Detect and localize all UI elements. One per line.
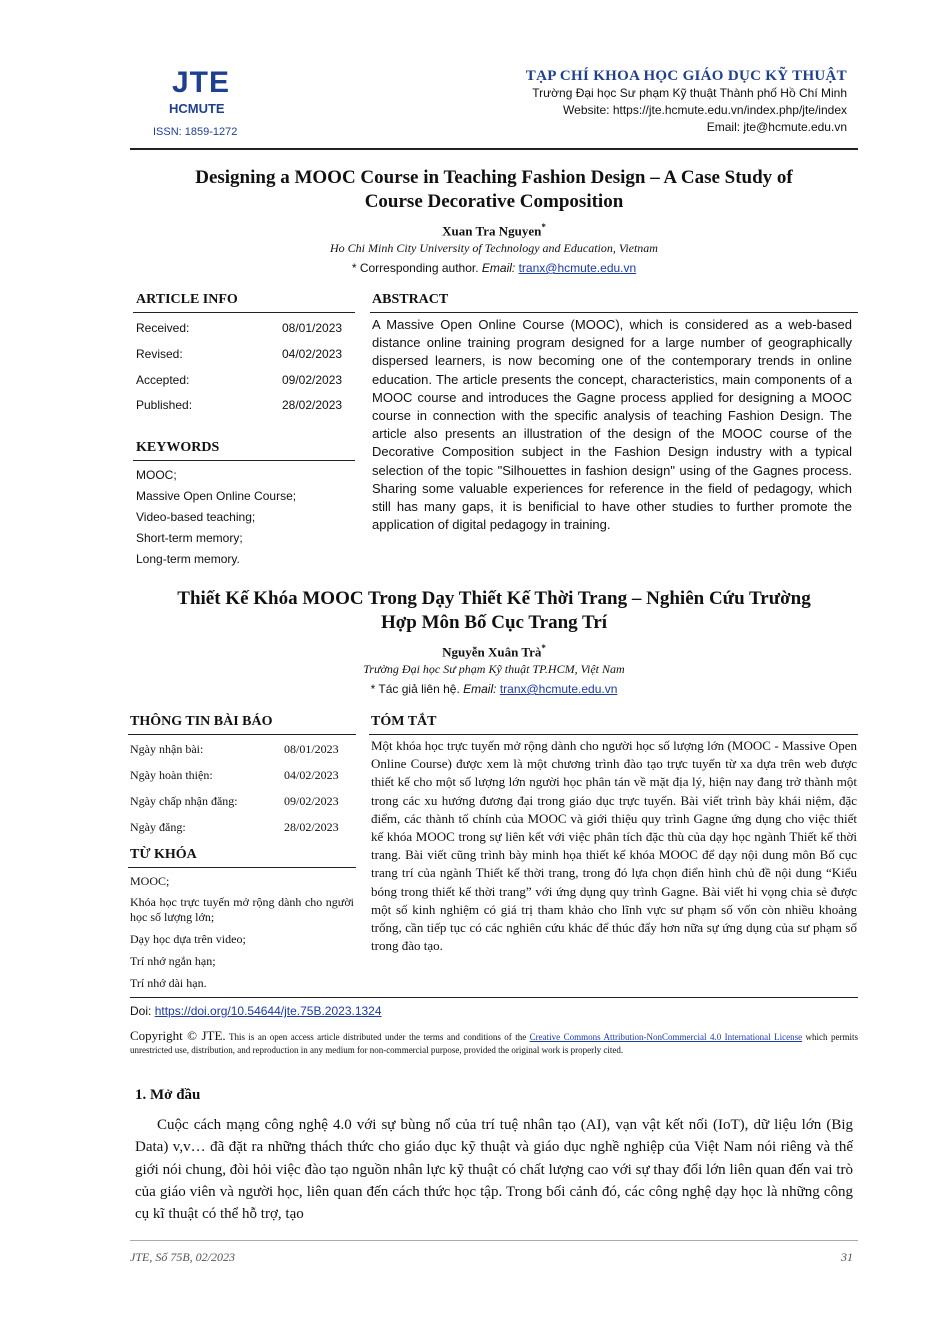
copyright-lead: Copyright © JTE. [130,1028,226,1043]
vi-info-heading: THÔNG TIN BÀI BÁO [130,714,273,729]
keyword-item: MOOC; [136,468,177,482]
copyright-text-end: which permits unrestricted use, distribution, and reproduction in any medium for non-commercial purpose, provided the original work is properly cited. [130,1032,858,1055]
keyword-item: Long-term memory. [136,552,240,566]
vi-published-date: 28/02/2023 [284,820,339,834]
corr-email-label: Email: [463,682,500,696]
accepted-label: Accepted: [136,373,190,387]
keyword-item: Short-term memory; [136,531,243,545]
vietnamese-title [130,587,858,635]
keyword-item: Video-based teaching; [136,510,256,524]
keyword-item: Massive Open Online Course; [136,489,297,503]
website-line [563,103,847,117]
vi-accepted-label: Ngày chấp nhận đăng: [130,794,238,808]
vi-accepted-date: 09/02/2023 [284,794,339,808]
corr-email-link[interactable]: tranx@hcmute.edu.vn [499,682,618,696]
author-name: Nguyễn Xuân Trà [442,644,542,660]
revised-label: Revised: [136,347,183,361]
website-label: Website: [563,103,613,117]
vietnamese-affiliation: Trường Đại học Sư phạm Kỹ thuật TP.HCM, Việt Nam [363,662,625,676]
footer-issue: JTE, Số 75B, 02/2023 [130,1250,235,1264]
keywords-divider [133,460,355,461]
english-title [130,166,858,214]
doi-link[interactable]: https://doi.org/10.54644/jte.75B.2023.1324 [154,1004,382,1018]
accepted-date: 09/02/2023 [282,373,343,387]
english-title-line1: Designing a MOOC Course in Teaching Fashion Design – A Case Study of [195,167,793,188]
copyright-text: This is an open access article distributed under the terms and conditions of the [225,1032,530,1042]
vi-info-divider [128,734,356,735]
header-divider [130,148,858,150]
vi-keywords-heading: TỪ KHÓA [130,847,197,862]
corr-email-label: Email: [481,261,519,275]
corr-prefix: * Tác giả liên hệ. [370,682,464,696]
issn: ISSN: 1859-1272 [153,126,238,138]
doi-divider [130,997,858,998]
vi-received-date: 08/01/2023 [284,742,339,756]
author-mark: * [541,222,546,232]
article-info-divider [133,312,355,313]
email-link[interactable]: jte@hcmute.edu.vn [743,120,847,134]
university-name: Trường Đại học Sư phạm Kỹ thuật Thành phố Hồ Chí Minh [532,86,847,100]
published-date: 28/02/2023 [282,398,343,412]
english-title-line2: Course Decorative Composition [364,191,624,212]
journal-logo: JTE [172,66,231,99]
received-date: 08/01/2023 [282,321,343,335]
abstract-heading: ABSTRACT [372,292,449,307]
vi-received-label: Ngày nhận bài: [130,742,204,756]
email-line [707,120,847,134]
author-name: Xuan Tra Nguyen [442,223,542,239]
section-heading-intro: 1. Mở đầu [135,1087,201,1103]
email-label: Email: [706,120,744,134]
keywords-heading: KEYWORDS [136,440,220,455]
website-link[interactable]: https://jte.hcmute.edu.vn/index.php/jte/index [612,103,847,117]
vi-revised-label: Ngày hoàn thiện: [130,768,213,782]
keyword-item: Trí nhớ dài hạn. [130,976,207,990]
license-link[interactable]: Creative Commons Attribution-NonCommercial 4.0 International License [529,1032,803,1042]
vi-published-label: Ngày đăng: [130,820,186,834]
vietnamese-title-line1: Thiết Kế Khóa MOOC Trong Dạy Thiết Kế Thời Trang – Nghiên Cứu Trường [177,588,811,609]
vietnamese-title-line2: Hợp Môn Bố Cục Trang Trí [380,612,608,633]
footer-divider [130,1240,858,1241]
doi-label: Doi: [130,1004,155,1018]
received-label: Received: [136,321,190,335]
vietnamese-author [130,643,858,660]
author-mark: * [541,643,546,653]
journal-name: TẠP CHÍ KHOA HỌC GIÁO DỤC KỸ THUẬT [525,68,847,84]
english-abstract: A Massive Open Online Course (MOOC), which is considered as a web-based distance online training program designed for a large number of geographically dispersed learners, is now becoming one of the contemporary trends in online education. The article presents the concept, characteristics, main components of a MOOC course and introduces the Gagne process applied for designing a MOOC course in connection with the specific analysis of teaching Fashion Design. The article also presents an illustration of the design of the MOOC course of the Decorative Composition subject in the Fashion Design industry with a typical selection of the topic "Silhouettes in fashion design" using of the Gagnes process. Sharing some valuable experiences for reference in the field of pedagogy, which still has many gaps, it is benificial to have other studies to further promote the application of digital pedagogy in training. [372,317,852,533]
doi-line [130,1004,382,1018]
vi-keywords-divider [128,867,356,868]
article-info-heading: ARTICLE INFO [136,292,238,307]
journal-logo-subtitle: HCMUTE [169,101,225,116]
keyword-item: Khóa học trực tuyến mở rộng dành cho người học số lượng lớn; [130,895,354,924]
intro-paragraph: Cuộc cách mạng công nghệ 4.0 với sự bùng nổ của trí tuệ nhân tạo (AI), vạn vật kết nối (IoT), dữ liệu lớn (Big Data) v,v… đã đặt ra những thách thức cho giáo dục kỹ thuật và giáo dục nghề nghiệp của Việt Nam nói riêng và thế giới nói chung, đòi hỏi việc đào tạo nguồn nhân lực kỹ thuật có chất lượng cao với sự thay đổi lớn liên quan đến vai trò của giáo viên và người học, liên quan đến cách thức học tập. Trong bối cảnh đó, các công nghệ dạy học là những công cụ kĩ thuật có thể hỗ trợ, tạo [135,1117,853,1223]
vietnamese-abstract: Một khóa học trực tuyến mở rộng dành cho người học số lượng lớn (MOOC - Massive Open Online Course) được xem là một chương trình đào tạo trực tuyến từ xa dựa trên web được thiết kế cho một số lượng lớn người học phân tán về mặt địa lý, hiện nay đang trở thành một trong các xu hướng đương đại trong giáo dục trực tuyến. Bài viết trình bày khái niệm, đặc điểm, các thành tố chính của MOOC và giới thiệu quy trình Gagne ứng dụng cho việc thiết kế khóa MOOC trong sự liên kết với việc phân tích đặc thù của dạy học ngành Thiết kế thời trang. Bài viết cũng trình bày minh họa thiết kế khóa MOOC để dạy nội dung môn Bố cục trang trí của ngành Thiết kế thời trang, trong đó lựa chọn điển hình chủ đề nội dung “Kiểu bóng trong thiết kế thời trang” với ứng dụng quy trình Gagne. Bài viết hi vọng chia sẻ được một số kinh nghiệm có giá trị tham khảo cho lĩnh vực sư phạm số vốn còn nhiều khoảng trống, cần tiếp tục có các nghiên cứu khác để thúc đẩy hơn nữa sự ứng dụng của sư phạm số trong đào tạo. [371,738,857,954]
vi-revised-date: 04/02/2023 [284,768,339,782]
keyword-item: Trí nhớ ngắn hạn; [130,954,216,968]
corr-email-link[interactable]: tranx@hcmute.edu.vn [518,261,637,275]
english-affiliation: Ho Chi Minh City University of Technology and Education, Vietnam [330,241,658,255]
english-author [130,222,858,239]
published-label: Published: [136,398,193,412]
abstract-divider [370,312,858,313]
keyword-item: Dạy học dựa trên video; [130,932,246,946]
english-corresponding [130,261,858,275]
vietnamese-corresponding [130,682,858,696]
keyword-item: MOOC; [130,874,170,888]
page-number: 31 [841,1250,853,1264]
copyright-notice [130,1029,858,1057]
revised-date: 04/02/2023 [282,347,343,361]
corr-prefix: * Corresponding author. [351,261,482,275]
tomtat-divider [369,734,858,735]
tomtat-heading: TÓM TẮT [371,714,437,729]
